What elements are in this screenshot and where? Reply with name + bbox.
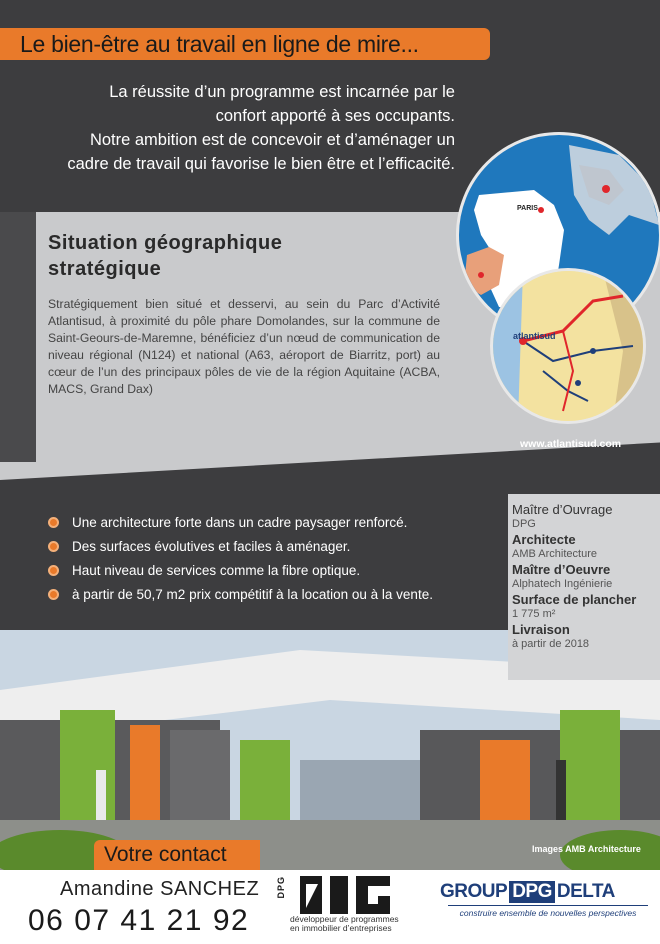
region-map — [490, 268, 646, 424]
website-link[interactable]: www.atlantisud.com — [520, 438, 622, 450]
dpg-tagline-line: développeur de programmes — [290, 914, 399, 924]
intro-line: Notre ambition est de concevoir et d’aménager un — [89, 131, 455, 149]
band-accent — [0, 212, 36, 462]
page-title: Le bien-être au travail en ligne de mire... — [20, 31, 419, 57]
dpg-tagline-line: en immobilier d’entreprises — [290, 923, 392, 933]
group-tagline: construire ensemble de nouvelles perspectives — [448, 905, 648, 918]
delivery-label: Livraison — [512, 622, 570, 637]
photo-credit: Images AMB Architecture — [532, 844, 641, 854]
bullet-dot-icon — [48, 565, 59, 576]
intro-text — [50, 80, 455, 176]
contact-name: Amandine SANCHEZ — [60, 878, 260, 900]
project-info-box — [508, 494, 660, 680]
situation-title — [48, 230, 368, 282]
feature-bullet — [48, 536, 350, 556]
group-name-part: DPG — [509, 881, 555, 903]
architect-value: AMB Architecture — [512, 548, 597, 560]
paris-label: PARIS — [517, 205, 538, 212]
contractor-value: Alphatech Ingénierie — [512, 578, 613, 590]
feature-bullet — [48, 560, 360, 580]
group-name-part: GROUP — [440, 881, 508, 902]
bullet-dot-icon — [48, 541, 59, 552]
bullet-dot-icon — [48, 517, 59, 528]
group-name-part: DELTA — [556, 881, 615, 902]
owner-label: Maître d’Ouvrage — [512, 502, 613, 517]
situation-body: Stratégiquement bien situé et desservi, au sein du Parc d’Activité Atlantisud, à proximité du pôle phare Domolandes, sur la commune de Saint-Geours-de-Maremne, bénéficiez d’un nœud de communication de niveau régional (N124) et national (A63, aéroport de Biarritz, port) au cœur de l’un des principaux pôles de vie de la région Aquitaine (ACBA, MACS, Grand Dax) — [48, 297, 440, 396]
contractor-label: Maître d’Oeuvre — [512, 562, 611, 577]
situation-title-line: stratégique — [48, 258, 162, 280]
dpg-logo-icon — [270, 874, 420, 916]
intro-line: cadre de travail qui favorise le bien être et l’efficacité. — [67, 155, 455, 173]
feature-text: Des surfaces évolutives et faciles à aménager. — [72, 538, 351, 554]
bullet-dot-icon — [48, 589, 59, 600]
feature-text: Une architecture forte dans un cadre paysager renforcé. — [72, 514, 408, 530]
surface-value: 1 775 m² — [512, 608, 556, 620]
dpg-letters: DPG — [276, 876, 286, 899]
group-name — [440, 880, 650, 904]
surface-label: Surface de plancher — [512, 592, 637, 607]
feature-text: à partir de 50,7 m2 prix compétitif à la location ou à la vente. — [72, 586, 433, 602]
architect-label: Architecte — [512, 532, 576, 547]
intro-line: confort apporté à ses occupants. — [215, 107, 455, 125]
contact-phone[interactable]: 06 07 41 21 92 — [28, 904, 250, 937]
intro-line: La réussite d’un programme est incarnée par le — [109, 83, 455, 101]
dpg-tagline — [290, 915, 430, 933]
situation-title-line: Situation géographique — [48, 232, 283, 254]
feature-text: Haut niveau de services comme la fibre optique. — [72, 562, 361, 578]
contact-label: Votre contact — [104, 843, 227, 866]
atlantisud-label: atlantisud — [513, 331, 556, 341]
delivery-value: à partir de 2018 — [512, 638, 590, 650]
road-map-icon — [493, 271, 643, 421]
owner-value: DPG — [512, 518, 536, 530]
feature-bullet — [48, 584, 433, 604]
feature-bullet — [48, 512, 407, 532]
